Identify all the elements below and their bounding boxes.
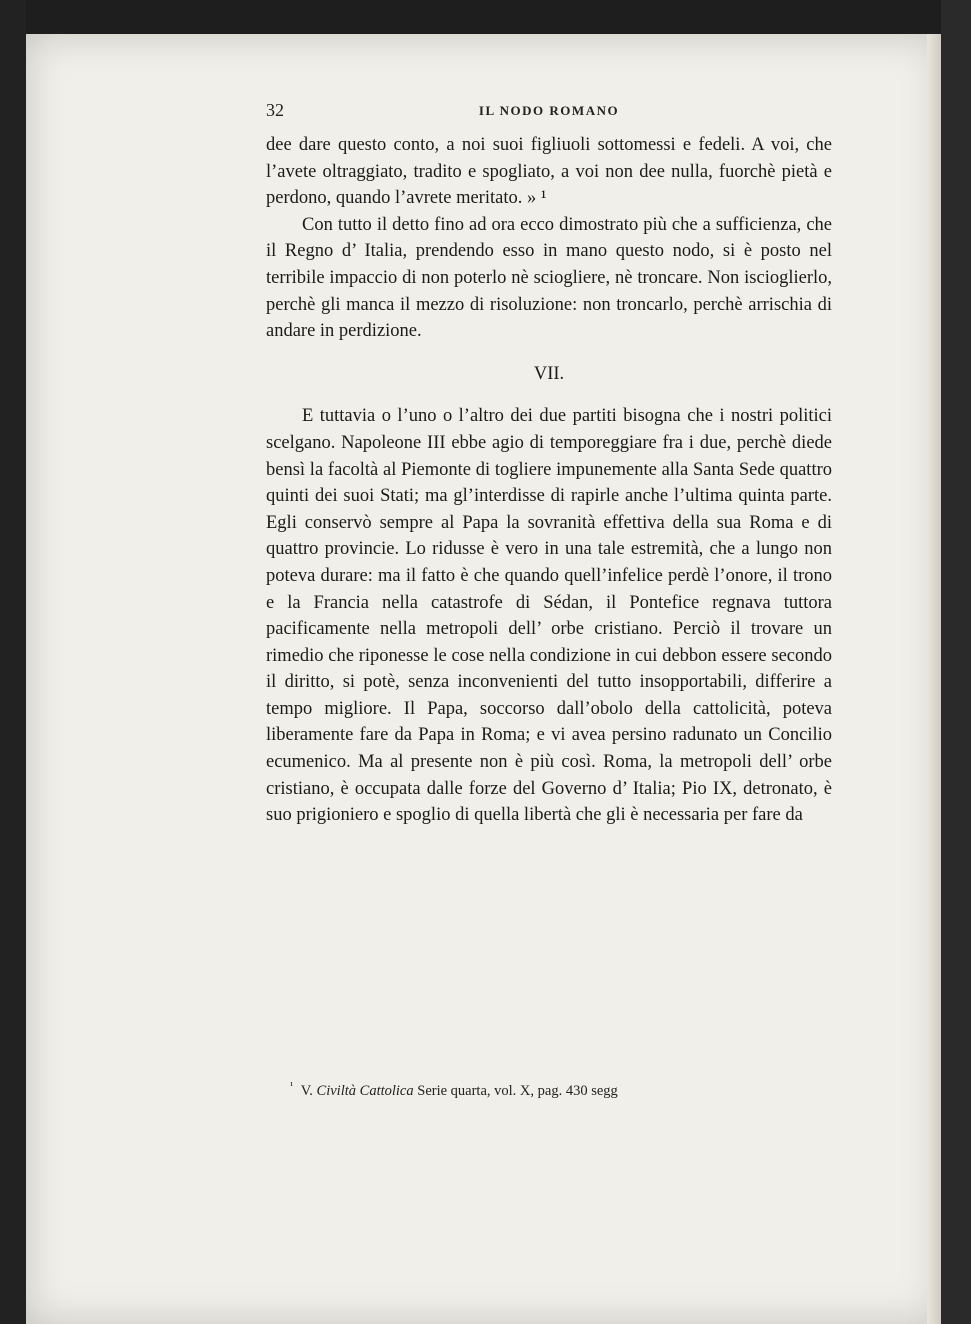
paragraph-conclusion: Con tutto il detto fino ad ora ecco dimostrato più che a sufficienza, che il Regno d’ Italia, prendendo esso in mano questo nodo, si è posto nel terribile impaccio di non poterlo nè sciogliere, nè troncare. Non iscioglierlo, perchè gli manca il mezzo di risoluzione: non troncarlo, perchè arrischia di andare in perdizione. bbox=[266, 214, 832, 342]
scan-top-edge bbox=[0, 0, 971, 36]
running-title: IL NODO ROMANO bbox=[478, 103, 620, 118]
footnote-reference: Serie quarta, vol. X, pag. 430 segg bbox=[417, 1082, 618, 1099]
footnote bbox=[290, 1080, 850, 1100]
page-fold-shadow bbox=[927, 34, 941, 1324]
footnote-prefix: V. bbox=[300, 1082, 313, 1099]
paragraph-continuation: dee dare questo conto, a noi suoi figliuoli sottomessi e fedeli. A voi, che l’avete oltraggiato, tradito e spogliato, a voi non dee nulla, fuorchè pietà e perdono, quando l’avrete meritato. » ¹ bbox=[266, 135, 832, 209]
running-head bbox=[266, 100, 832, 124]
paragraph-section-vii: E tuttavia o l’uno o l’altro dei due partiti bisogna che i nostri politici scelgano. Napoleone III ebbe agio di temporeggiare fra i due, perchè diede bensì la facoltà al Piemonte di togliere impunemente alla Santa Sede quattro quinti dei suoi Stati; ma gl’interdisse di rapirle anche l’ultima quinta parte. Egli conservò sempre al Papa la sovranità effettiva della sua Roma e di quattro provincie. Lo ridusse è vero in una tale estremità, che a lungo non poteva durare: ma il fatto è che quando quell’infelice perdè l’onore, il trono e la Francia nella catastrofe di Sédan, il Pontefice regnava tuttora pacificamente nella metropoli dell’ orbe cristiano. Perciò il trovare un rimedio che riponesse le cose nella condizione in cui debbon essere secondo il diritto, si potè, senza inconvenienti del tutto insopportabili, differire a tempo migliore. Il Papa, soccorso dall’obolo della cattolicità, poteva liberamente fare da Papa in Roma; e vi avea persino radunato un Concilio ecumenico. Ma al presente non è più così. Roma, la metropoli dell’ orbe cristiano, è occupata dalle forze del Governo d’ Italia; Pio IX, detronato, è suo prigioniero e spoglio di quella libertà che gli è necessaria per fare da bbox=[266, 406, 832, 826]
scan-right-edge bbox=[941, 0, 971, 1324]
page-number: 32 bbox=[266, 100, 284, 120]
body-text bbox=[266, 132, 832, 829]
section-heading: VII. bbox=[533, 363, 565, 384]
footnote-journal: Civiltà Cattolica bbox=[316, 1082, 414, 1099]
footnote-marker: ¹ bbox=[290, 1080, 294, 1092]
scan-left-edge bbox=[0, 0, 26, 1324]
